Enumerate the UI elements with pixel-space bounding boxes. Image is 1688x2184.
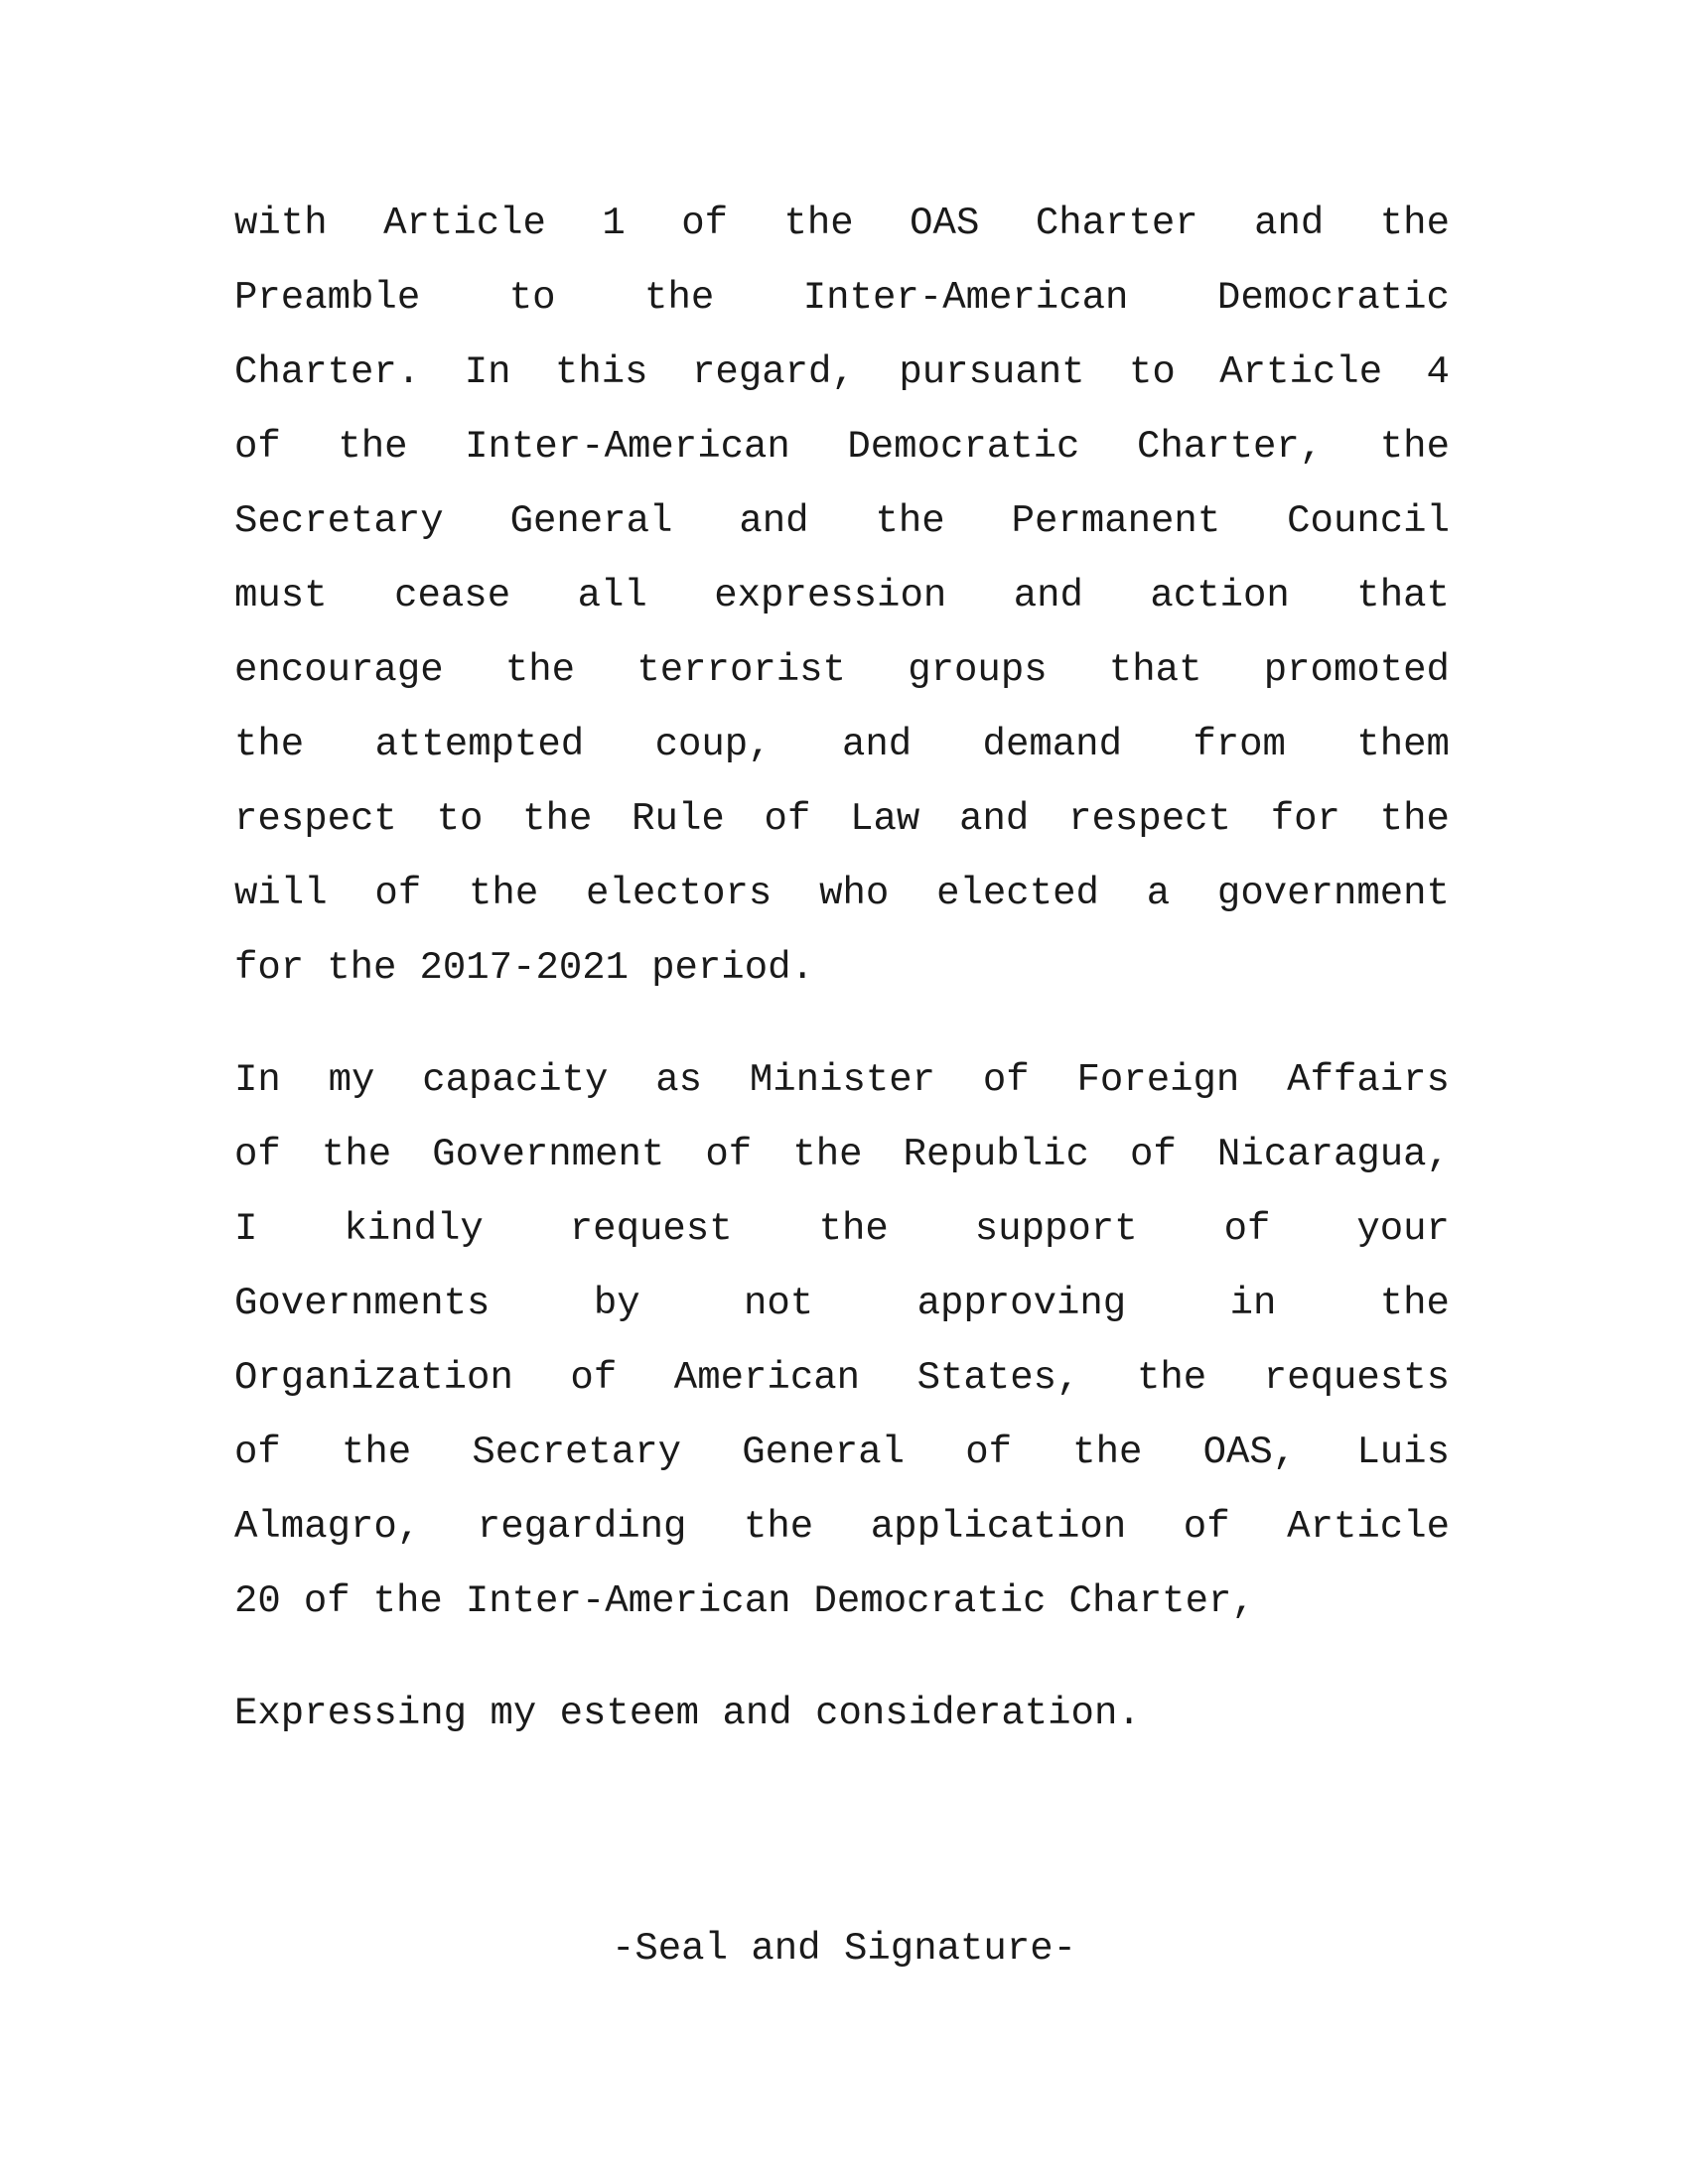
text-line	[234, 410, 1450, 484]
word: the	[1136, 1356, 1207, 1400]
word: the	[792, 1133, 863, 1176]
word: of	[681, 202, 729, 245]
text-line	[234, 931, 1450, 1006]
word: the	[1379, 202, 1450, 245]
word: the	[744, 1505, 814, 1549]
word: the	[504, 648, 576, 692]
word: them	[1356, 723, 1450, 766]
word: the	[321, 1133, 392, 1176]
word: General	[742, 1431, 906, 1474]
word: respect	[234, 797, 397, 841]
word: attempted	[374, 723, 585, 766]
word: the	[1379, 425, 1450, 469]
closing-text: Expressing my esteem and consideration.	[234, 1692, 1141, 1735]
word: the	[875, 499, 945, 543]
word: the	[644, 276, 715, 320]
word: of	[965, 1431, 1012, 1474]
word: Article	[1219, 350, 1383, 394]
word: Charter.	[234, 350, 421, 394]
word: of	[570, 1356, 618, 1400]
word: this	[554, 350, 648, 394]
word: the	[522, 797, 593, 841]
text-line	[234, 1490, 1450, 1565]
word: In	[234, 1058, 281, 1102]
word: terrorist	[636, 648, 846, 692]
word: Charter,	[1136, 425, 1324, 469]
word: application	[870, 1505, 1127, 1549]
word: encourage	[234, 648, 444, 692]
word: Democratic	[813, 1579, 1047, 1623]
word: a	[1146, 872, 1171, 915]
word: Democratic	[847, 425, 1080, 469]
word: and	[739, 499, 809, 543]
word: and	[1254, 202, 1325, 245]
word: Permanent	[1011, 499, 1221, 543]
word: period.	[651, 946, 814, 990]
word: promoted	[1263, 648, 1450, 692]
word: Republic	[903, 1133, 1089, 1176]
word: the	[469, 872, 539, 915]
text-line	[234, 1416, 1450, 1490]
text-line	[234, 1341, 1450, 1416]
word: Governments	[234, 1282, 491, 1325]
word: electors	[586, 872, 773, 915]
word: request	[569, 1207, 733, 1251]
word: my	[328, 1058, 375, 1102]
text-line	[234, 559, 1450, 633]
word: Democratic	[1216, 276, 1450, 320]
word: for	[234, 946, 305, 990]
word: elected	[936, 872, 1099, 915]
word: not	[743, 1282, 814, 1325]
word: will	[234, 872, 328, 915]
word: of	[374, 872, 422, 915]
text-line	[234, 187, 1450, 261]
word: respect	[1068, 797, 1231, 841]
word: the	[372, 1579, 443, 1623]
word: coup,	[654, 723, 772, 766]
word: Law	[850, 797, 920, 841]
word: of	[1183, 1505, 1230, 1549]
word: American	[673, 1356, 861, 1400]
seal-and-signature: -Seal and Signature-	[611, 1927, 1077, 1971]
word: by	[593, 1282, 640, 1325]
word: that	[1108, 648, 1202, 692]
word: Secretary	[472, 1431, 682, 1474]
text-line	[234, 633, 1450, 708]
word: cease	[394, 574, 511, 617]
letter-body	[234, 187, 1450, 1751]
text-line	[234, 336, 1450, 410]
word: Organization	[234, 1356, 513, 1400]
word: of	[764, 797, 811, 841]
word: Inter-American	[465, 425, 790, 469]
word: Government	[432, 1133, 665, 1176]
text-line	[234, 857, 1450, 931]
word: the	[341, 1431, 412, 1474]
text-line	[234, 1043, 1450, 1118]
word: pursuant	[899, 350, 1085, 394]
word: groups	[908, 648, 1048, 692]
word: with	[234, 202, 328, 245]
word: to	[436, 797, 484, 841]
word: Preamble	[234, 276, 421, 320]
word: requests	[1263, 1356, 1450, 1400]
word: that	[1356, 574, 1450, 617]
word: all	[577, 574, 647, 617]
word: the	[1379, 797, 1450, 841]
paragraph-ministerial-request	[234, 1043, 1450, 1639]
word: as	[655, 1058, 703, 1102]
word: the	[338, 425, 408, 469]
word: 4	[1426, 350, 1450, 394]
closing-line	[234, 1677, 1450, 1751]
word: Foreign	[1076, 1058, 1240, 1102]
word: from	[1193, 723, 1286, 766]
word: Article	[1287, 1505, 1450, 1549]
word: Rule	[632, 797, 725, 841]
word: States,	[916, 1356, 1080, 1400]
word: OAS	[910, 202, 980, 245]
word: must	[234, 574, 328, 617]
word: who	[819, 872, 890, 915]
word: of	[234, 1133, 281, 1176]
text-line	[234, 261, 1450, 336]
word: demand	[982, 723, 1122, 766]
text-line	[234, 1118, 1450, 1192]
word: your	[1356, 1207, 1450, 1251]
word: support	[974, 1207, 1138, 1251]
word: the	[783, 202, 854, 245]
word: the	[234, 723, 305, 766]
word: capacity	[422, 1058, 609, 1102]
word: approving	[916, 1282, 1127, 1325]
word: and	[1013, 574, 1083, 617]
word: of	[705, 1133, 753, 1176]
word: regard,	[692, 350, 855, 394]
word: kindly	[344, 1207, 484, 1251]
word: of	[1223, 1207, 1271, 1251]
word: and	[841, 723, 913, 766]
word: Charter	[1035, 202, 1198, 245]
text-line	[234, 484, 1450, 559]
word: government	[1216, 872, 1450, 915]
word: OAS,	[1202, 1431, 1297, 1474]
word: the	[1379, 1282, 1450, 1325]
text-line	[234, 782, 1450, 857]
word: 2017-2021	[419, 946, 630, 990]
word: of	[303, 1579, 351, 1623]
word: Minister	[749, 1058, 936, 1102]
word: 1	[602, 202, 626, 245]
word: General	[509, 499, 673, 543]
word: Inter-American	[465, 1579, 791, 1623]
word: of	[1130, 1133, 1177, 1176]
word: Nicaragua,	[1216, 1133, 1450, 1176]
word: for	[1270, 797, 1340, 841]
word: the	[818, 1207, 889, 1251]
word: Almagro,	[234, 1505, 421, 1549]
word: action	[1150, 574, 1290, 617]
word: Council	[1287, 499, 1450, 543]
word: of	[234, 1431, 281, 1474]
word: Inter-American	[802, 276, 1129, 320]
word: Charter,	[1068, 1579, 1255, 1623]
word: the	[1072, 1431, 1143, 1474]
word: of	[982, 1058, 1030, 1102]
text-line	[234, 708, 1450, 782]
paragraph-charter-request	[234, 187, 1450, 1006]
text-line	[234, 1267, 1450, 1341]
word: to	[1129, 350, 1176, 394]
word: Luis	[1356, 1431, 1450, 1474]
word: in	[1229, 1282, 1277, 1325]
word: the	[327, 946, 397, 990]
word: 20	[234, 1579, 281, 1623]
word: Affairs	[1287, 1058, 1450, 1102]
text-line	[234, 1565, 1450, 1639]
word: expression	[714, 574, 947, 617]
word: I	[234, 1207, 258, 1251]
word: to	[508, 276, 556, 320]
word: Article	[383, 202, 546, 245]
word: and	[959, 797, 1030, 841]
word: In	[464, 350, 511, 394]
word: Secretary	[234, 499, 444, 543]
word: of	[234, 425, 281, 469]
text-line	[234, 1192, 1450, 1267]
word: regarding	[477, 1505, 687, 1549]
